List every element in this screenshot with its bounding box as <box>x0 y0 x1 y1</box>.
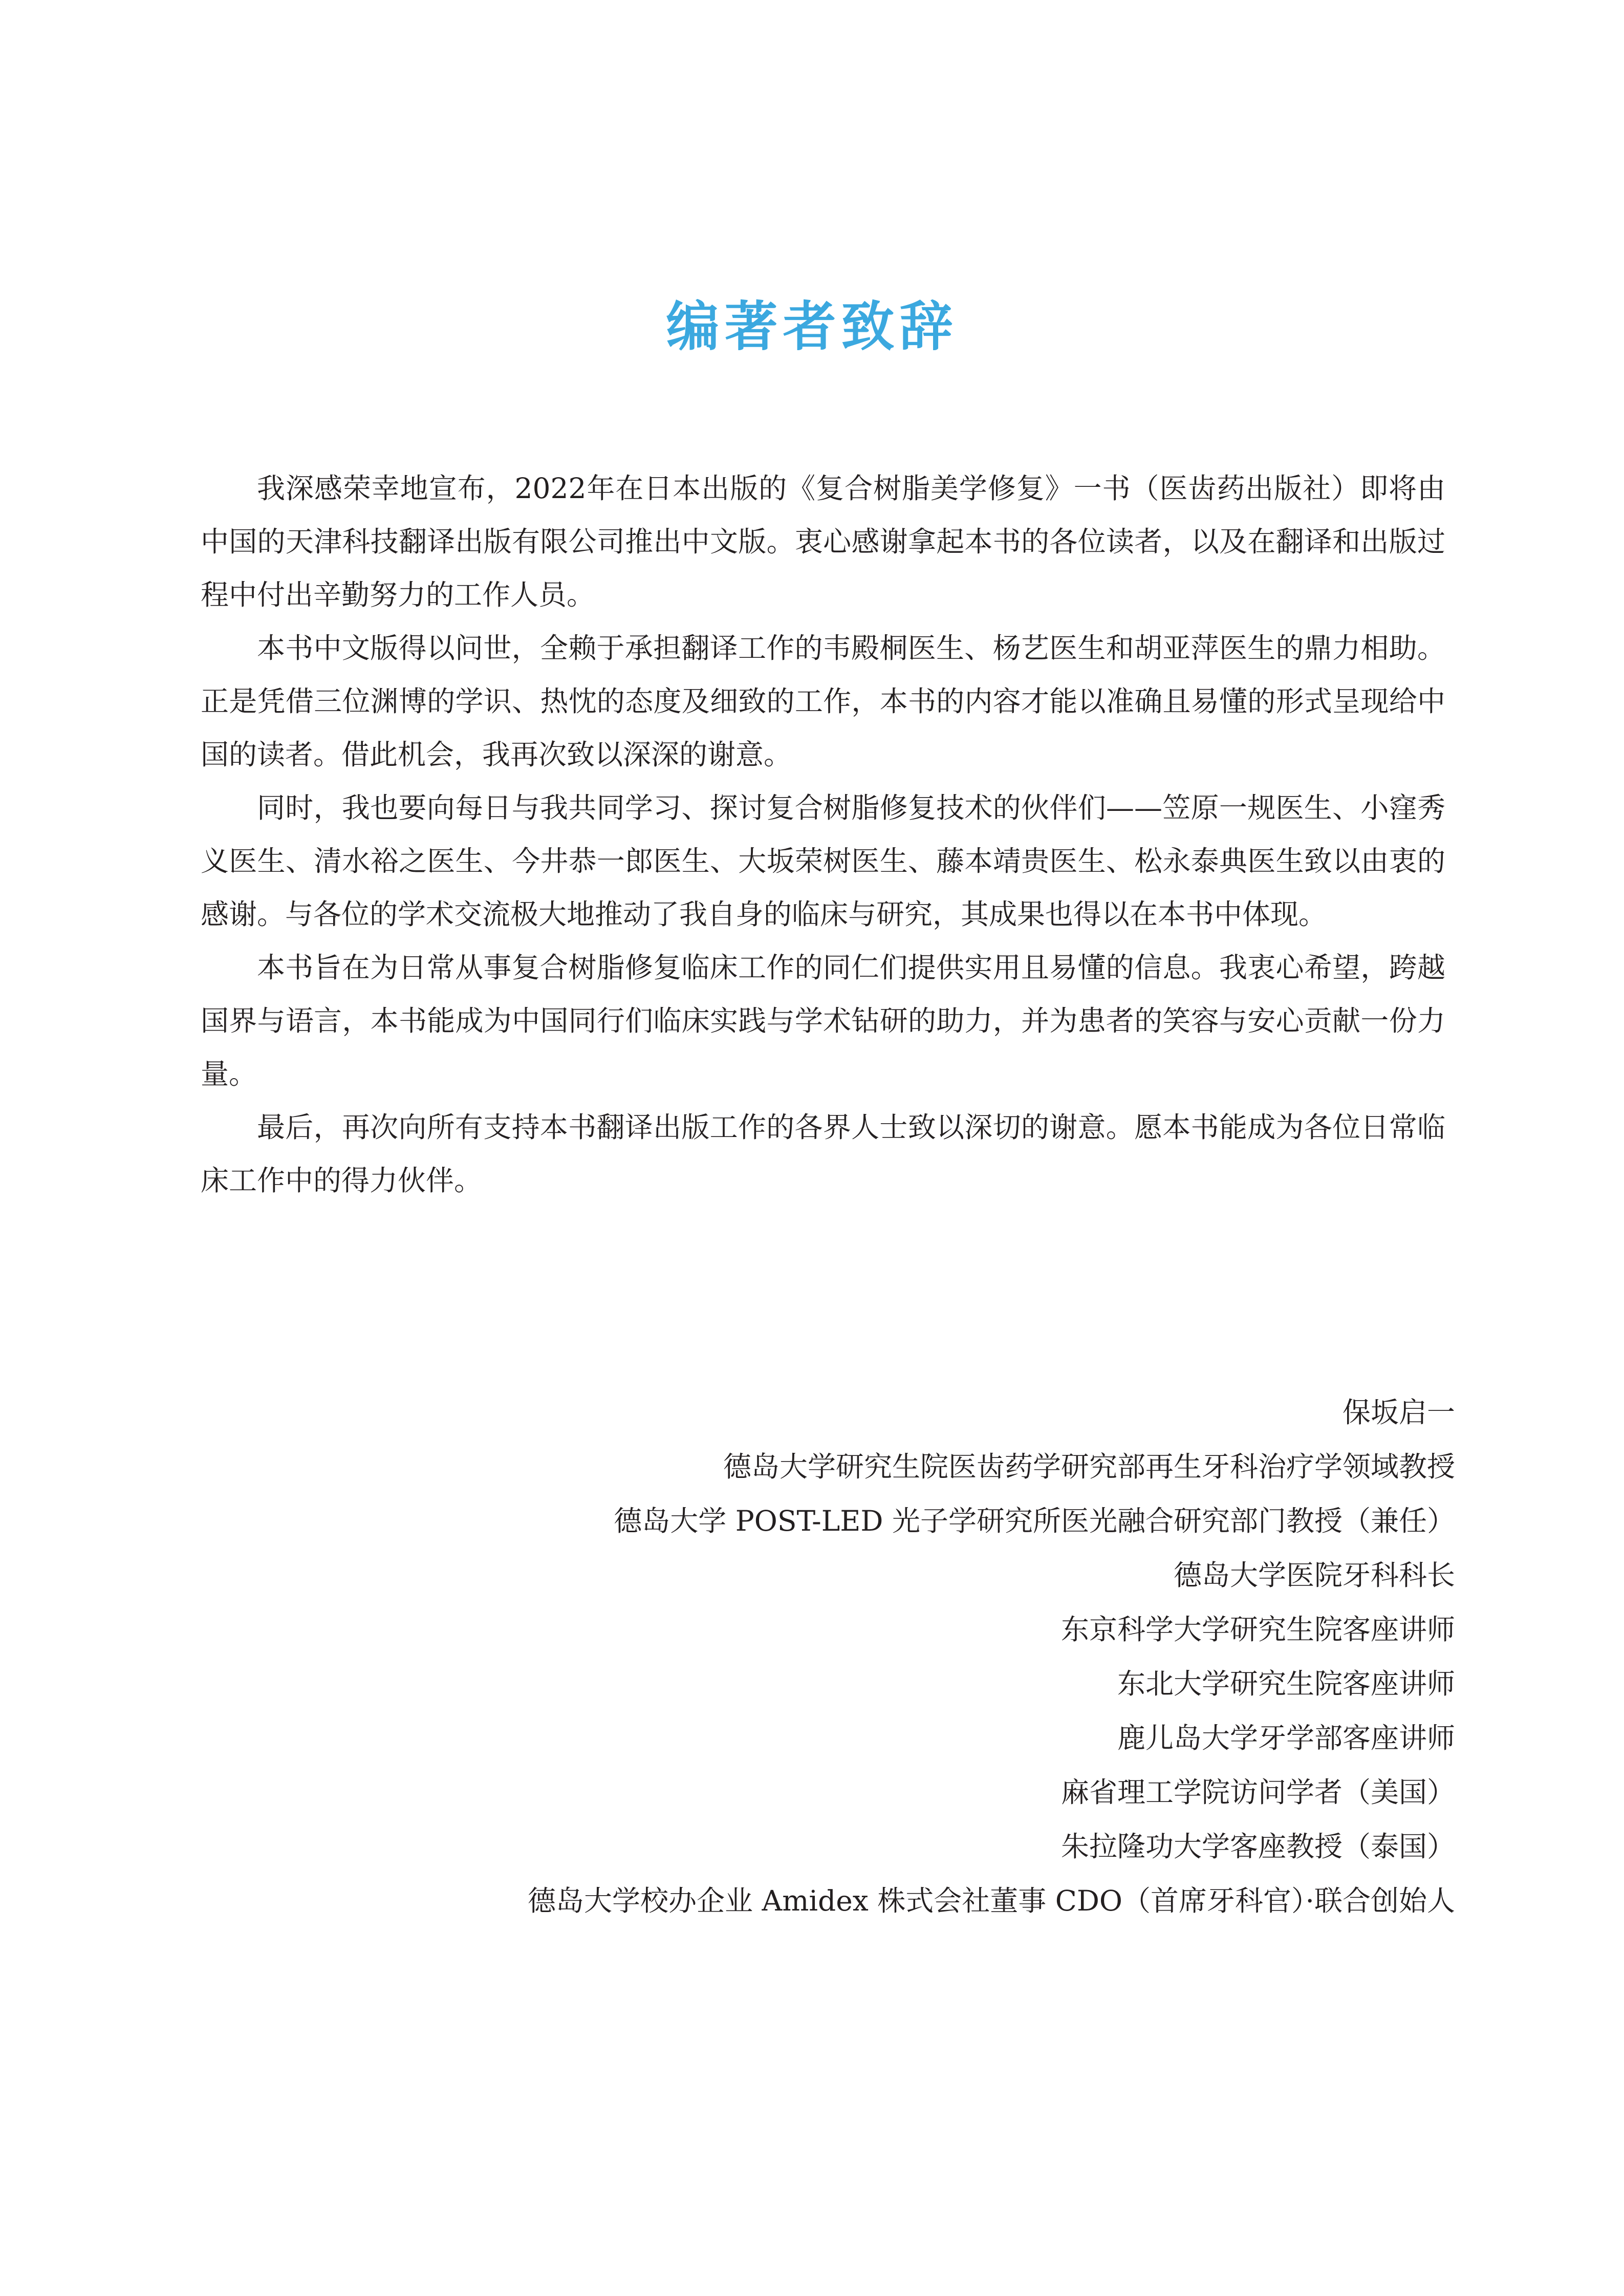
author-name: 保坂启一 <box>1342 1396 1455 1429</box>
paragraph: 本书旨在为日常从事复合树脂修复临床工作的同仁们提供实用且易懂的信息。我衷心希望，跨越国界与语言，本书能成为中国同行们临床实践与学术钻研的助力，并为患者的笑容与安心贡献一份力量。 <box>201 951 1445 1090</box>
paragraph: 同时，我也要向每日与我共同学习、探讨复合树脂修复技术的伙伴们——笠原一规医生、小窪秀义医生、清水裕之医生、今井恭一郎医生、大坂荣树医生、藤本靖贵医生、松永泰典医生致以由衷的感谢。与各位的学术交流极大地推动了我自身的临床与研究，其成果也得以在本书中体现。 <box>201 791 1445 931</box>
paragraph: 本书中文版得以问世，全赖于承担翻译工作的韦殿桐医生、杨艺医生和胡亚萍医生的鼎力相助。正是凭借三位渊博的学识、热忱的态度及细致的工作，本书的内容才能以准确且易懂的形式呈现给中国的读者。借此机会，我再次致以深深的谢意。 <box>201 632 1445 771</box>
page-title: 编著者致辞 <box>666 295 958 358</box>
affiliation-line: 朱拉隆功大学客座教授（泰国） <box>1060 1830 1455 1863</box>
paragraph: 最后，再次向所有支持本书翻译出版工作的各界人士致以深切的谢意。愿本书能成为各位日常临床工作中的得力伙伴。 <box>201 1111 1445 1197</box>
affiliation-line: 东京科学大学研究生院客座讲师 <box>1060 1613 1455 1646</box>
affiliation-line: 麻省理工学院访问学者（美国） <box>1060 1776 1455 1809</box>
affiliation-line: 德岛大学医院牙科科长 <box>1173 1559 1455 1592</box>
affiliation-line: 鹿儿岛大学牙学部客座讲师 <box>1117 1722 1455 1754</box>
signature-block <box>528 1385 1455 1928</box>
affiliation-line: 德岛大学研究生院医齿药学研究部再生牙科治疗学领域教授 <box>723 1450 1455 1483</box>
paragraph: 我深感荣幸地宣布，2022年在日本出版的《复合树脂美学修复》一书（医齿药出版社）即将由中国的天津科技翻译出版有限公司推出中文版。衷心感谢拿起本书的各位读者，以及在翻译和出版过程中付出辛勤努力的工作人员。 <box>201 472 1445 611</box>
affiliation-line: 德岛大学校办企业 Amidex 株式会社董事 CDO（首席牙科官）·联合创始人 <box>528 1884 1455 1917</box>
affiliation-line: 德岛大学 POST-LED 光子学研究所医光融合研究部门教授（兼任） <box>614 1505 1455 1537</box>
affiliation-line: 东北大学研究生院客座讲师 <box>1117 1667 1455 1700</box>
preface-body <box>201 462 1445 1207</box>
